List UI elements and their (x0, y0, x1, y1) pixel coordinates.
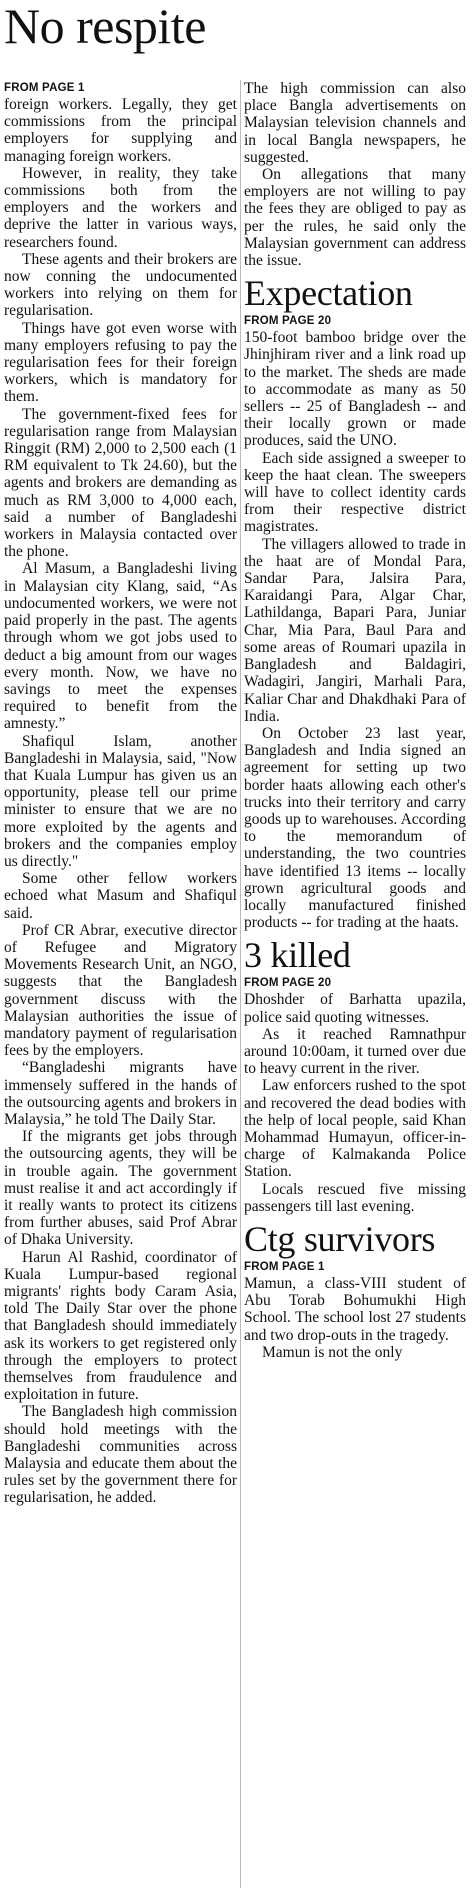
from-page-label: FROM PAGE 20 (244, 315, 332, 328)
story-paragraph: The government-fixed fees for regularisation range from Malaysian Ringgit (RM) 2,000 to 2,500 each (1 RM equivalent to Tk 24.60), but the agents and brokers are demanding as much as RM 3,000 to 4,000 each, said a number of Bangladeshi workers in Malaysia contacted over the phone. (4, 405, 237, 561)
story-paragraph: Al Masum, a Bangladeshi living in Malaysian city Klang, said, “As undocumented workers, we were not paid properly in the past. The agents through whom we got jobs used to deduct a big amount from our wages every month. Now, we have no savings to meet the expenses required to benefit from the amnesty.” (4, 560, 237, 733)
main-headline: No respite (4, 0, 206, 54)
left-column (4, 80, 237, 1888)
from-page-label: FROM PAGE 1 (4, 82, 85, 94)
story-paragraph: As it reached Ramnathpur around 10:00am, it turned over due to heavy current in the river. (244, 1025, 466, 1078)
ctg-headline: Ctg survivors (244, 1218, 436, 1259)
from-page-label: FROM PAGE 20 (244, 977, 332, 990)
from-page-label: FROM PAGE 1 (244, 1260, 325, 1273)
story-paragraph: Dhoshder of Barhatta upazila, police said quoting witnesses. (244, 991, 466, 1026)
story-paragraph: Some other fellow workers echoed what Masum and Shafiqul said. (4, 870, 237, 922)
story-paragraph: foreign workers. Legally, they get commissions from the principal employers for supplying and managing foreign workers. (4, 96, 237, 165)
story-paragraph: Harun Al Rashid, coordinator of Kuala Lumpur-based regional migrants' rights body Caram Asia, told The Daily Star over the phone that Bangladesh should immediately ask its workers to get registered only through the employers to protect themselves from fraudulence and exploitation in future. (4, 1248, 237, 1404)
story-paragraph: Locals rescued five missing passengers till last evening. (244, 1180, 466, 1215)
story-paragraph: On October 23 last year, Bangladesh and India signed an agreement for setting up two border haats allowing each other's trucks into their territory and carry goods up to warehouses. According to the memorandum of understanding, the two countries have identified 13 items -- locally grown agricultural goods and locally manufactured finished products -- for trading at the haats. (244, 724, 466, 932)
story-paragraph: These agents and their brokers are now conning the undocumented workers into relying on them for regularisation. (4, 250, 237, 320)
story-paragraph: Shafiqul Islam, another Bangladeshi in Malaysia, said, "Now that Kuala Lumpur has given us an opportunity, please tell our prime minister to ensure that we are no more exploited by the agents and brokers and the companies employ us directly." (4, 732, 237, 870)
story-paragraph-continued: The high commission can also place Bangla advertisements on Malaysian television channels and in local Bangla newspapers, he suggested. (244, 80, 466, 166)
story-paragraph: Prof CR Abrar, executive director of Refugee and Migratory Movements Research Unit, an NGO, suggests that the Bangladesh government discuss with the Malaysian authorities the issue of mandatory payment of regularisation fees by the employers. (4, 921, 237, 1060)
story-paragraph: Mamun is not the only (262, 1343, 403, 1361)
story-paragraph: On allegations that many employers are not willing to pay the fees they are obliged to pay as per the rules, he said only the Malaysian government can address the issue. (244, 166, 466, 270)
story-paragraph: The Bangladesh high commission should hold meetings with the Bangladeshi communities across Malaysia and educate them about the rules set by the government there for regularisation, he added. (4, 1403, 237, 1507)
story-paragraph: “Bangladeshi migrants have immensely suffered in the hands of the outsourcing agents and brokers in Malaysia,” he told The Daily Star. (4, 1059, 237, 1128)
story-paragraph: Things have got even worse with many employers refusing to pay the regularisation fees for their foreign workers, which is mandatory for them. (4, 319, 237, 406)
story-paragraph: Mamun, a class-VIII student of Abu Torab Bohumukhi High School. The school lost 27 students and two drop-outs in the tragedy. (244, 1274, 466, 1344)
right-column (244, 80, 466, 1888)
story-paragraph: If the migrants get jobs through the outsourcing agents, they will be in trouble again. The government must realise it and act accordingly if it really wants to protect its citizens from further abuses, said Prof Abrar of Dhaka University. (4, 1128, 237, 1249)
column-divider (240, 80, 241, 1888)
story-paragraph: Each side assigned a sweeper to keep the haat clean. The sweepers will have to collect identity cards from their respective district magistrates. (244, 449, 466, 536)
expectation-headline: Expectation (244, 273, 413, 314)
killed-headline: 3 killed (244, 935, 351, 976)
story-paragraph: The villagers allowed to trade in the haat are of Mondal Para, Sandar Para, Jalsira Para, Karaidangi Para, Algar Char, Lathildanga, Bapari Para, Juniar Char, Mia Para, Baul Para and some areas of Roumari upazila in Bangladesh and Baldagiri, Wadagiri, Jangiri, Marhali Para, Kaliar Char and Dhakdhaki Para of India. (244, 535, 466, 725)
story-paragraph: However, in reality, they take commissions both from the employers and the workers and deprive the latter in various ways, researchers found. (4, 164, 237, 251)
story-paragraph: 150-foot bamboo bridge over the Jhinjhiram river and a link road up to the market. The sheds are made to accommodate as many as 50 sellers -- 25 of Bangladesh -- and their locally grown or made produces, said the UNO. (244, 329, 466, 450)
story-paragraph: Law enforcers rushed to the spot and recovered the dead bodies with the help of local people, said Khan Mohammad Humayun, officer-in-charge of Kalmakanda Police Station. (244, 1077, 466, 1181)
